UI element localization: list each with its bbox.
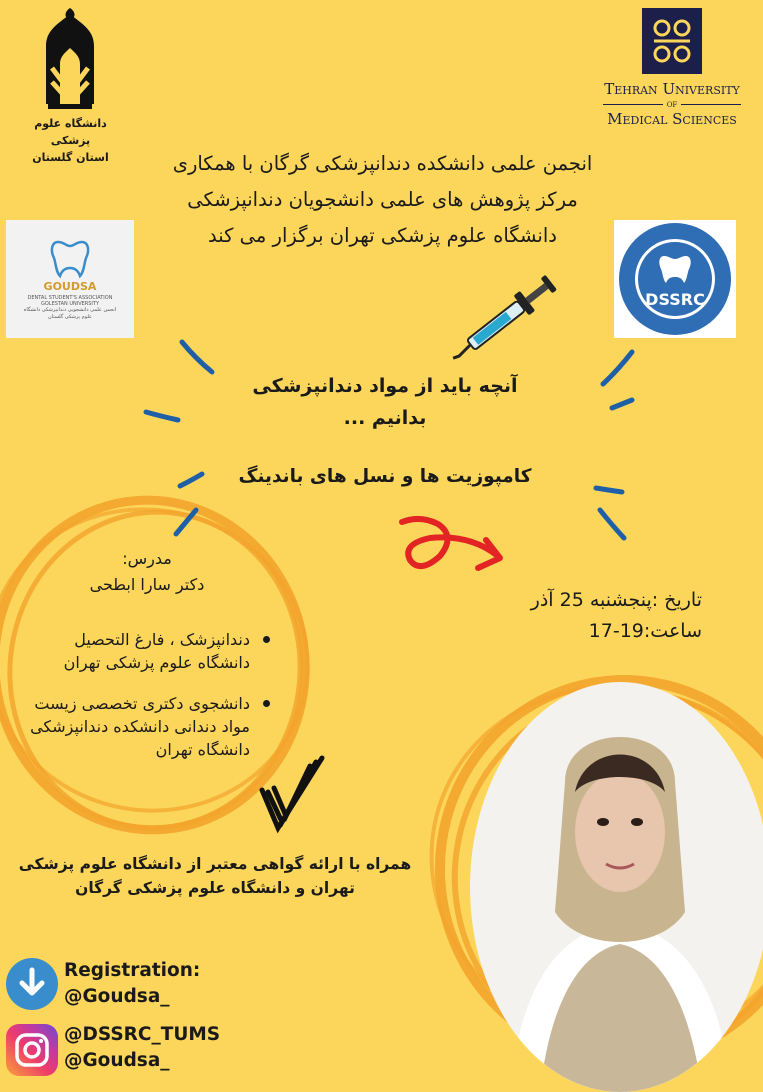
- intro-line2: مرکز پژوهش های علمی دانشجویان دندانپزشکی: [187, 188, 578, 211]
- tooth-icon: [6, 220, 134, 338]
- tums-of-row: [583, 99, 761, 110]
- tums-logo: [640, 6, 704, 76]
- tums-logo-block: [583, 6, 761, 129]
- subheadline: کامپوزیت ها و نسل های باندینگ: [238, 466, 532, 487]
- instructor-name: دکتر سارا ابطحی: [89, 575, 205, 594]
- download-arrow-icon: [6, 958, 58, 1010]
- golestan-caption-line2: استان گلستان: [32, 151, 109, 164]
- instructor-photo: [470, 682, 763, 1092]
- goudsa-handle-link[interactable]: @Goudsa_: [64, 986, 170, 1007]
- headline-line1: آنچه باید از مواد دندانپزشکی: [252, 375, 518, 397]
- schedule: [470, 585, 702, 647]
- headline-line2: بدانیم ...: [343, 407, 427, 429]
- goudsa-sub4: علوم پزشکی گلستان: [48, 314, 92, 320]
- instructor-label: مدرس:: [122, 549, 172, 568]
- intro-text: [110, 146, 655, 254]
- instructor: [40, 546, 254, 598]
- tums-of: of: [666, 99, 678, 110]
- date-line: تاریخ :پنجشنبه 25 آذر: [530, 589, 702, 611]
- tums-divider-right: [681, 104, 741, 105]
- goudsa-sub2: GOLESTAN UNIVERSITY: [40, 301, 100, 307]
- arrow-icon: [402, 519, 500, 568]
- certificate-note: همراه با ارائه گواهی معتبر از دانشگاه علوم پزشکی تهران و دانشگاه علوم پزشکی گرگان: [18, 855, 412, 897]
- credential-item: دانشجوی دکتری تخصصی زیست مواد دندانی دانشکده دندانپزشکی دانشگاه تهران: [20, 692, 272, 761]
- dssrc-handle-link[interactable]: @DSSRC_TUMS: [64, 1024, 221, 1045]
- goudsa-name: GOUDSA: [43, 280, 97, 293]
- golestan-caption-line1: دانشگاه علوم پزشکی: [34, 117, 107, 147]
- portrait-image: [470, 682, 763, 1092]
- golestan-logo: [18, 6, 123, 111]
- registration-spacer: [64, 1010, 220, 1022]
- download-icon: [6, 958, 58, 1010]
- credential-item: دندانپزشک ، فارغ التحصیل دانشگاه علوم پزشکی تهران: [20, 628, 272, 674]
- instagram-icon: [6, 1024, 58, 1076]
- golestan-university-logo: [18, 6, 123, 166]
- dssrc-logo: [614, 220, 736, 338]
- headline: [200, 370, 570, 434]
- instructor-credentials: [20, 628, 272, 779]
- goudsa-instagram-link[interactable]: @Goudsa_: [64, 1050, 170, 1071]
- dssrc-name: DSSRC: [645, 290, 705, 309]
- intro-line1: انجمن علمی دانشکده دندانپزشکی گرگان با همکاری: [172, 152, 593, 175]
- time-line: ساعت:19-17: [588, 620, 702, 642]
- syringe-icon: [446, 272, 559, 368]
- registration-block: [64, 958, 220, 1074]
- intro-line3: دانشگاه علوم پزشکی تهران برگزار می کند: [208, 224, 557, 247]
- tums-line2: Medical Sciences: [607, 110, 737, 128]
- dssrc-badge-icon: [614, 220, 736, 338]
- instagram-glyph-icon: [6, 1024, 58, 1076]
- goudsa-sub1: DENTAL STUDENT'S ASSOCIATION: [27, 295, 113, 301]
- golestan-caption: [18, 115, 123, 166]
- tums-line1: Tehran University: [604, 80, 740, 98]
- registration-label: Registration:: [64, 960, 201, 981]
- goudsa-sub3: انجمن علمی دانشجویی دندانپزشکی دانشگاه: [23, 307, 117, 313]
- goudsa-logo: [6, 220, 134, 338]
- tums-divider-left: [603, 104, 663, 105]
